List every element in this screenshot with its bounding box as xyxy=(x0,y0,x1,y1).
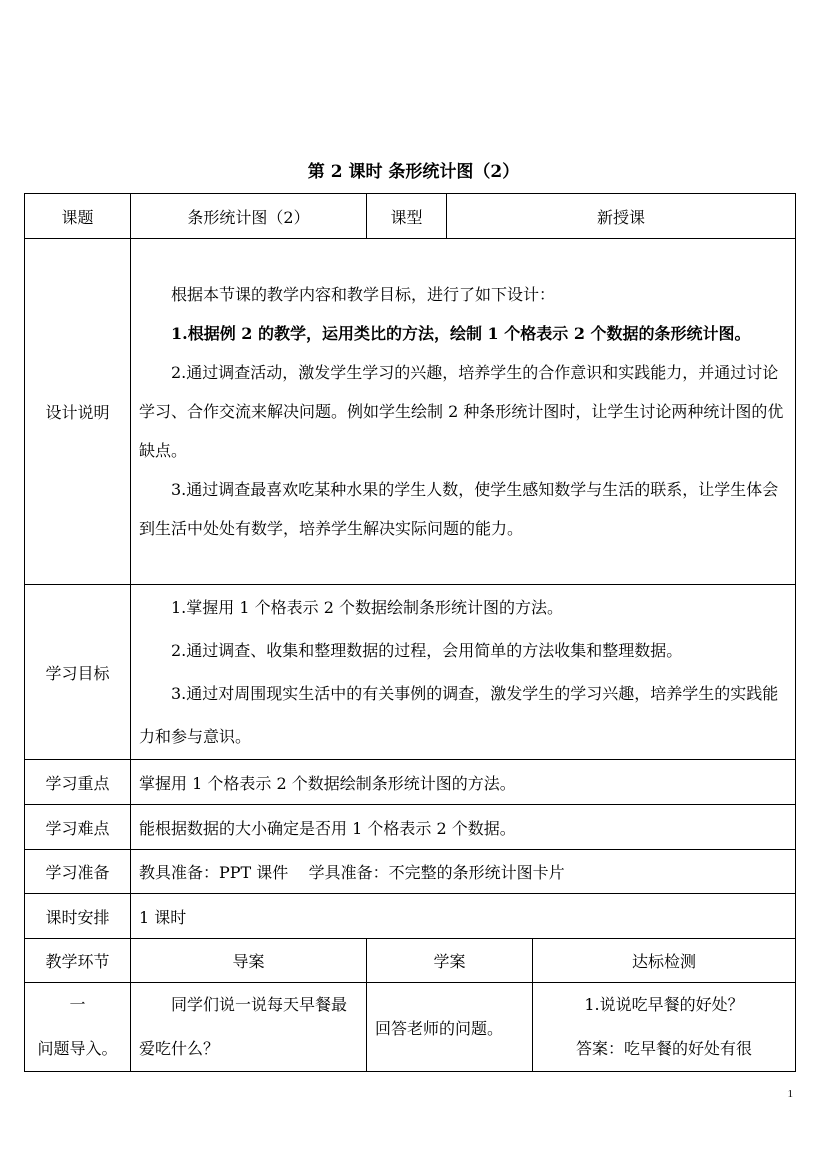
col-guide: 导案 xyxy=(131,939,367,983)
header-row xyxy=(25,194,796,239)
goals-row xyxy=(25,585,796,760)
difficulty-row xyxy=(25,805,796,850)
stage-cell xyxy=(25,983,131,1072)
lesson-plan-table xyxy=(24,193,796,1072)
schedule-label: 课时安排 xyxy=(25,894,131,939)
stage-row xyxy=(25,983,796,1072)
study-text: 回答老师的问题。 xyxy=(375,1018,504,1038)
topic-label: 课题 xyxy=(25,194,131,239)
goal-paragraph: 2.通过调查、收集和整理数据的过程，会用简单的方法收集和整理数据。 xyxy=(171,641,683,660)
type-label: 课型 xyxy=(367,194,447,239)
design-label: 设计说明 xyxy=(25,239,131,585)
col-study: 学案 xyxy=(367,939,533,983)
key-point-row xyxy=(25,760,796,805)
stage-name: 问题导入。 xyxy=(37,1039,118,1058)
key-point-text: 掌握用 1 个格表示 2 个数据绘制条形统计图的方法。 xyxy=(131,760,796,805)
check-question: 1.说说吃早餐的好处？ xyxy=(584,995,744,1014)
goal-paragraph: 1.掌握用 1 个格表示 2 个数据绘制条形统计图的方法。 xyxy=(171,598,563,617)
preparation-text: 教具准备：PPT 课件 学具准备：不完整的条形统计图卡片 xyxy=(131,850,796,894)
goal-paragraph: 3.通过对周围现实生活中的有关事例的调查，激发学生的学习兴趣，培养学生的实践能力和参与意识。 xyxy=(139,684,779,746)
check-answer: 答案：吃早餐的好处有很 xyxy=(576,1039,753,1058)
schedule-text: 1 课时 xyxy=(131,894,796,939)
stage-number: 一 xyxy=(69,995,86,1014)
check-cell xyxy=(533,983,796,1072)
key-point-label: 学习重点 xyxy=(25,760,131,805)
schedule-row xyxy=(25,894,796,939)
design-paragraph: 根据本节课的教学内容和教学目标，进行了如下设计： xyxy=(171,285,556,304)
design-content xyxy=(131,239,796,585)
difficulty-text: 能根据数据的大小确定是否用 1 个格表示 2 个数据。 xyxy=(131,805,796,850)
preparation-label: 学习准备 xyxy=(25,850,131,894)
difficulty-label: 学习难点 xyxy=(25,805,131,850)
design-paragraph: 1.根据例 2 的教学，运用类比的方法，绘制 1 个格表示 2 个数据的条形统计图。 xyxy=(171,324,751,343)
preparation-row xyxy=(25,850,796,894)
topic-value: 条形统计图（2） xyxy=(131,194,367,239)
design-paragraph: 2.通过调查活动，激发学生学习的兴趣，培养学生的合作意识和实践能力，并通过讨论学习、合作交流来解决问题。例如学生绘制 2 种条形统计图时，让学生讨论两种统计图的优缺点。 xyxy=(139,363,784,460)
goals-content xyxy=(131,585,796,760)
type-value: 新授课 xyxy=(447,194,796,239)
columns-row xyxy=(25,939,796,983)
study-cell xyxy=(367,983,533,1072)
page-title: 第 2 课时 条形统计图（2） xyxy=(307,162,520,182)
page-number: 1 xyxy=(787,1088,793,1100)
col-check: 达标检测 xyxy=(533,939,796,983)
goals-label: 学习目标 xyxy=(25,585,131,760)
col-stage: 教学环节 xyxy=(25,939,131,983)
guide-cell xyxy=(131,983,367,1072)
guide-text: 同学们说一说每天早餐最爱吃什么？ xyxy=(139,995,348,1058)
design-paragraph: 3.通过调查最喜欢吃某种水果的学生人数，使学生感知数学与生活的联系，让学生体会到生活中处处有数学，培养学生解决实际问题的能力。 xyxy=(139,480,779,538)
design-row xyxy=(25,239,796,585)
